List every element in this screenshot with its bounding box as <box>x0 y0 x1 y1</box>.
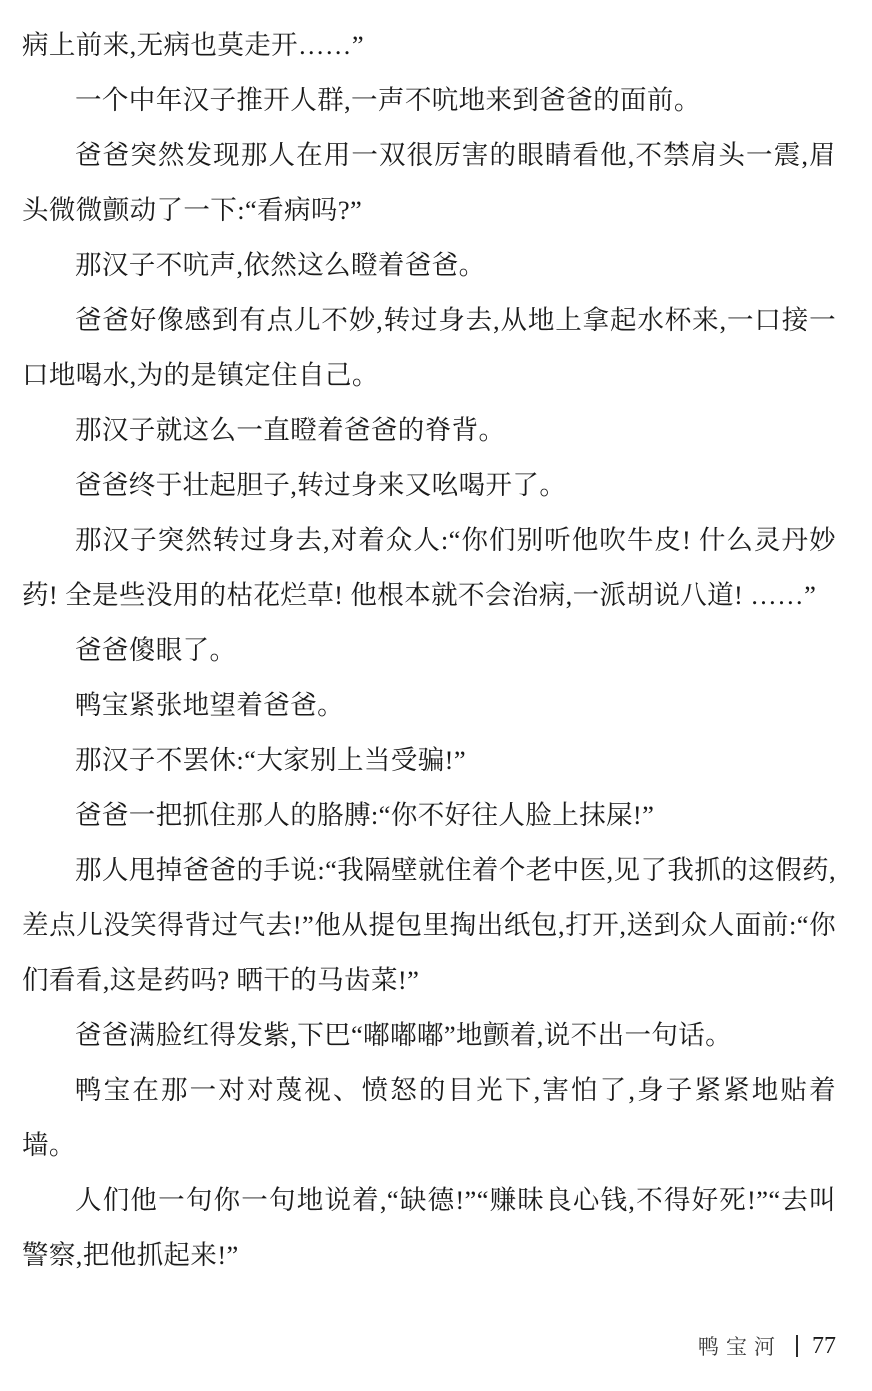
paragraph: 爸爸满脸红得发紫,下巴“嘟嘟嘟”地颤着,说不出一句话。 <box>75 1020 733 1050</box>
paragraph: 那汉子不吭声,依然这么瞪着爸爸。 <box>75 250 486 280</box>
paragraph: 那汉子不罢休:“大家别上当受骗!” <box>75 745 467 775</box>
paragraph: 爸爸一把抓住那人的胳膊:“你不好往人脸上抹屎!” <box>75 800 655 830</box>
paragraph: 鸭宝紧张地望着爸爸。 <box>75 690 344 720</box>
page-body <box>22 18 836 1283</box>
paragraph: 爸爸突然发现那人在用一双很厉害的眼睛看他,不禁肩头一震,眉头微微颤动了一下:“看病吗?” <box>22 140 836 225</box>
paragraph: 那汉子就这么一直瞪着爸爸的脊背。 <box>75 415 506 445</box>
paragraph: 爸爸傻眼了。 <box>75 635 237 665</box>
paragraph: 爸爸好像感到有点儿不妙,转过身去,从地上拿起水杯来,一口接一口地喝水,为的是镇定住自己。 <box>22 305 836 390</box>
footer-divider <box>796 1335 798 1357</box>
page-footer <box>698 1331 836 1361</box>
chapter-title: 鸭宝河 <box>698 1335 782 1359</box>
paragraph: 那人甩掉爸爸的手说:“我隔壁就住着个老中医,见了我抓的这假药,差点儿没笑得背过气去!”他从提包里掏出纸包,打开,送到众人面前:“你们看看,这是药吗? 晒干的马齿菜!” <box>22 855 836 995</box>
paragraph: 病上前来,无病也莫走开……” <box>22 30 364 60</box>
paragraph: 爸爸终于壮起胆子,转过身来又吆喝开了。 <box>75 470 567 500</box>
paragraph: 鸭宝在那一对对蔑视、愤怒的目光下,害怕了,身子紧紧地贴着墙。 <box>22 1075 836 1160</box>
paragraph: 人们他一句你一句地说着,“缺德!”“赚昧良心钱,不得好死!”“去叫警察,把他抓起来!” <box>22 1185 836 1270</box>
paragraph: 一个中年汉子推开人群,一声不吭地来到爸爸的面前。 <box>75 85 701 115</box>
page-number: 77 <box>812 1332 836 1359</box>
paragraph: 那汉子突然转过身去,对着众人:“你们别听他吹牛皮! 什么灵丹妙药! 全是些没用的枯花烂草! 他根本就不会治病,一派胡说八道! ……” <box>22 525 836 610</box>
